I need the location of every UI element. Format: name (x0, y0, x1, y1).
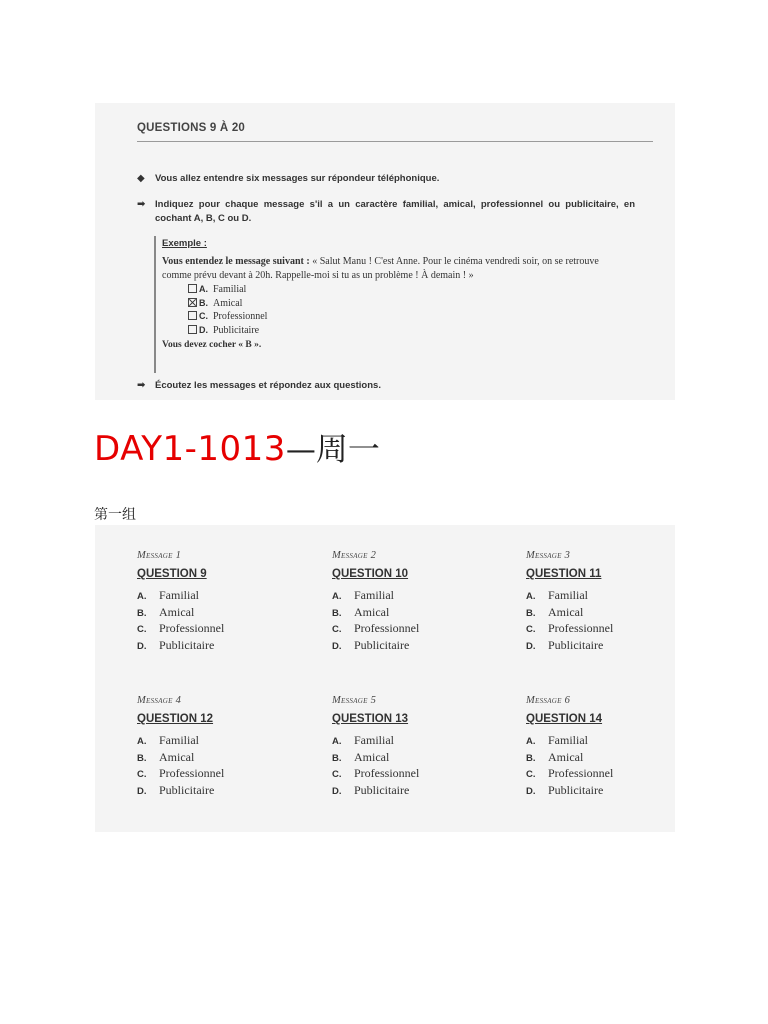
group-label: 第一组 (94, 507, 136, 523)
option-item: B. Amical (137, 604, 195, 619)
option-item: D. Publicitaire (137, 782, 215, 797)
checked-checkbox-icon (188, 298, 197, 307)
question-block (526, 550, 706, 654)
option-item: A. Familial (526, 588, 588, 602)
question-block (332, 695, 512, 799)
option-item: C. Professionnel (526, 766, 614, 780)
option-item: C. Professionnel (137, 621, 225, 635)
example-option: D. Publicitaire (188, 324, 632, 338)
message-label: Message 6 (526, 695, 571, 706)
option-list (526, 733, 706, 799)
option-list (526, 588, 706, 654)
question-label: QUESTION 13 (332, 713, 409, 725)
questions-heading: QUESTIONS 9 À 20 (137, 122, 246, 134)
option-list (332, 733, 512, 799)
question-label: QUESTION 14 (526, 713, 603, 725)
option-list (332, 588, 512, 654)
example-text (162, 255, 622, 282)
option-item: C. Professionnel (332, 621, 420, 635)
day-code: DAY1-1013 (94, 429, 286, 469)
diamond-bullet-icon: ◆ (137, 173, 145, 184)
instruction-2 (137, 198, 647, 226)
option-item: A. Familial (526, 733, 588, 747)
instruction-text: Indiquez pour chaque message s'il a un caractère familial, amical, professionnel ou publicitaire, en cochant A, B, C ou D. (155, 199, 635, 224)
example-box (154, 236, 632, 373)
example-answer: Vous devez cocher « B ». (162, 340, 262, 350)
option-item: B. Amical (526, 749, 584, 764)
questions-scan (95, 525, 675, 832)
checkbox-icon (188, 284, 197, 293)
message-label: Message 1 (137, 550, 182, 561)
message-label: Message 2 (332, 550, 377, 561)
option-item: D. Publicitaire (526, 782, 604, 797)
option-item: B. Amical (526, 604, 584, 619)
question-block (137, 695, 317, 799)
question-block (137, 550, 317, 654)
instruction-text: Vous allez entendre six messages sur répondeur téléphonique. (155, 173, 440, 184)
question-label: QUESTION 10 (332, 568, 409, 580)
option-item: D. Publicitaire (332, 782, 410, 797)
checkbox-icon (188, 311, 197, 320)
weekday-label: 周一 (315, 430, 380, 468)
option-item: A. Familial (332, 588, 394, 602)
question-label: QUESTION 9 (137, 568, 207, 580)
example-option: A. Familial (188, 283, 632, 297)
instructions-scan (95, 103, 675, 400)
option-item: B. Amical (137, 749, 195, 764)
arrow-bullet-icon: ➡ (137, 199, 146, 210)
example-quote: « Salut Manu ! C'est Anne. Pour le cinéma vendredi soir, on se retrouve comme prévu devant à 20h. Rappelle-moi si tu as un problème ! À demain ! » (162, 256, 599, 281)
example-option: C. Professionnel (188, 310, 632, 324)
option-item: D. Publicitaire (332, 637, 410, 652)
checkbox-icon (188, 325, 197, 334)
question-block (332, 550, 512, 654)
instruction-1 (137, 172, 647, 186)
option-item: C. Professionnel (332, 766, 420, 780)
example-title: Exemple : (162, 238, 207, 249)
option-list (137, 733, 317, 799)
arrow-bullet-icon: ➡ (137, 380, 146, 391)
option-item: C. Professionnel (137, 766, 225, 780)
option-item: A. Familial (137, 588, 199, 602)
example-options (188, 283, 632, 337)
final-instruction-text: Écoutez les messages et répondez aux questions. (155, 380, 381, 391)
question-block (526, 695, 706, 799)
message-label: Message 5 (332, 695, 377, 706)
option-item: A. Familial (137, 733, 199, 747)
heading-rule (137, 141, 653, 142)
final-instruction (137, 379, 647, 393)
question-label: QUESTION 11 (526, 568, 602, 580)
option-item: B. Amical (332, 749, 390, 764)
question-label: QUESTION 12 (137, 713, 214, 725)
option-item: D. Publicitaire (526, 637, 604, 652)
option-item: B. Amical (332, 604, 390, 619)
message-label: Message 4 (137, 695, 182, 706)
option-item: C. Professionnel (526, 621, 614, 635)
option-item: D. Publicitaire (137, 637, 215, 652)
example-intro: Vous entendez le message suivant : (162, 256, 310, 267)
page-title (94, 424, 380, 468)
option-list (137, 588, 317, 654)
title-dash: — (285, 433, 316, 468)
message-label: Message 3 (526, 550, 571, 561)
option-item: A. Familial (332, 733, 394, 747)
example-option: B. Amical (188, 297, 632, 311)
